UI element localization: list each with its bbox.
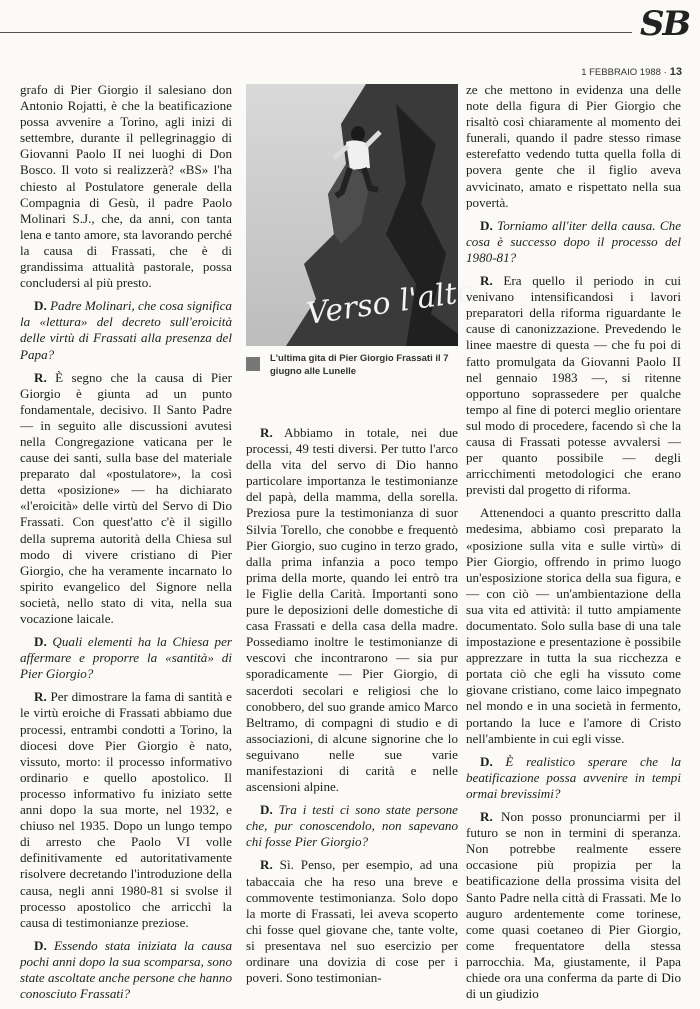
paragraph: Attenendoci a quanto prescritto dalla medesima, abbiamo così preparato la «posizione sulla vita e sulle virtù» di Pier Giorgio, offrendo in primo luogo un'esposizione storica della sua figura, e — con ciò — un'ambientazione della sua vita ed attività: il tutto ampiamente documentato. Solo sulla base di una tale impostazione e presentazione è possibile apprezzare in tutta la sua ricchezza e portata ciò che egli ha vissuto come giovane cristiano, come laico impegnato nel mondo e in una società in fermento, portando la luce e l'amore di Cristo nell'ambiente in cui egli visse. bbox=[466, 505, 681, 746]
answer bbox=[20, 370, 232, 628]
question bbox=[466, 754, 681, 802]
answer bbox=[466, 273, 681, 498]
answer bbox=[246, 425, 458, 795]
answer bbox=[246, 857, 458, 986]
answer-text: Era quello il periodo in cui venivano intensificandosi i lavori preparatori della riforma riguardante le cause di canonizzazione. Prevedendo le linee maestre di questa — che fu poi di fatto promulgata da Giovanni Paolo II nel gennaio 1983 —, si ritenne opportuno soprassedere per qualche tempo al fine di poterci meglio orientare sul modo di procedere, facendo sì che la causa di Frassati potesse avvalersi — per quanto possibile — degli arricchimenti metodologici che erano previsti dal progetto di riforma. bbox=[466, 273, 681, 498]
issue-date: 1 FEBBRAIO 1988 · bbox=[581, 67, 667, 78]
answer bbox=[20, 689, 232, 930]
magazine-logo: SB bbox=[640, 4, 690, 44]
question bbox=[466, 218, 681, 266]
question-text: Quali elementi ha la Chiesa per affermare e proporre la «santità» di Pier Giorgio? bbox=[20, 634, 232, 682]
page-number: 13 bbox=[669, 66, 682, 78]
answer-text: Sì. Penso, per esempio, ad una tabaccaia che ha reso una breve e commovente testimonianza. Solo dopo la morte di Frassati, lei aveva scoperto chi fosse quel giovane che, tante volte, si presentava nel suo esercizio per ordinare una dovizia di cose per i poveri. Sono testimonian- bbox=[246, 857, 458, 986]
answer-marker: R. bbox=[480, 809, 493, 825]
question-text: Tra i testi ci sono state persone che, pur conoscendolo, non sapevano chi fosse Pier Giorgio? bbox=[246, 802, 458, 850]
answer-text: Non posso pronunciarmi per il futuro se non in termini di speranza. Non potrebbe realmente essere occasione più propizia per la beatificazione della prossima visita del Santo Padre nella città di Frassati. Me lo auguro ardentemente come torinese, come quasi coetaneo di Pier Giorgio, come frequentatore della stessa parrocchia. Ma, giustamente, il Papa chiede ora una conferma da parte di Dio di un giudizio bbox=[466, 809, 681, 1002]
question bbox=[20, 634, 232, 682]
answer-text: Per dimostrare la fama di santità e le virtù eroiche di Frassati abbiamo due processi, entrambi condotti a Torino, la diocesi dove Pier Giorgio è nato, vissuto, morto: il processo informativo ordinario e quello apostolico. Il processo informativo fu iniziato sette anni dopo la sua morte, nel 1932, e chiuso nel 1935. Dopo un lungo tempo di arresto che Paolo VI volle definitivamente ed autoritativamente risolvere decretando l'introduzione della causa, negli anni 1980-81 si svolse il processo apostolico che arricchì la causa di testimonianze preziose. bbox=[20, 689, 232, 930]
question-marker: D. bbox=[260, 802, 273, 818]
question-marker: D. bbox=[34, 937, 47, 953]
question bbox=[20, 298, 232, 362]
question bbox=[20, 938, 232, 1002]
text-column-1 bbox=[20, 82, 232, 1009]
caption-text: L'ultima gita di Pier Giorgio Frassati il 7 giugno alle Lunelle bbox=[270, 353, 449, 377]
answer-marker: R. bbox=[34, 689, 47, 705]
page-folio bbox=[581, 66, 682, 78]
question-marker: D. bbox=[34, 634, 47, 650]
answer-text: Abbiamo in totale, nei due processi, 49 testi diversi. Per tutto l'arco della vita del servo di Dio hanno particolare importanza le testimonianze del papà, della mamma, della sorella. Preziosa pure la testimonianza di suor Silvia Torello, che conobbe e frequentò Pier Giorgio, suo cugino in terzo grado, dalla prima infanzia a poco tempo prima della morte, quando lei entrò tra le Figlie della Carità. Importanti sono pure le deposizioni delle domestiche di casa Frassati e della casa della madre. Possediamo inoltre le testimonianze di vescovi che incontrarono — sia pur sporadicamente — Pier Giorgio, di sacerdoti secolari e religiosi che lo conobbero, del suo grande amico Marco Beltramo, di compagni di studio e di associazioni, di alcune signorine che lo seguivano nelle sue varie manifestazioni di carità e nelle ascensioni alpine. bbox=[246, 425, 458, 795]
answer-text: È segno che la causa di Pier Giorgio è giunta ad un punto fondamentale, decisivo. Il Santo Padre — in seguito alle discussioni avutesi nella Congregazione vaticana per le cause dei santi, sulla base del materiale preparato dal «postulatore», la così detta «posizione» — ha dichiarato «l'eroicità» delle virtù del Servo di Dio Frassati. Con quest'atto c'è il sigillo della suprema autorità della Chiesa sul modo di vivere cristiano di Pier Giorgio, che ha veramente incarnato lo spirito evangelico del Signore nella società, nello stato di vita, nella sua vocazione laicale. bbox=[20, 369, 232, 626]
question-text: Torniamo all'iter della causa. Che cosa è successo dopo il processo del 1980-81? bbox=[466, 217, 682, 265]
climbing-photo bbox=[246, 84, 477, 346]
question-marker: D. bbox=[480, 217, 493, 233]
caption-marker bbox=[246, 357, 260, 371]
answer bbox=[466, 809, 681, 1002]
answer-marker: R. bbox=[260, 857, 273, 873]
question-marker: D. bbox=[480, 753, 493, 769]
answer-marker: R. bbox=[34, 369, 47, 385]
text-column-2 bbox=[246, 425, 458, 993]
text-column-3 bbox=[466, 82, 681, 1009]
question-text: Essendo stata iniziata la causa pochi anni dopo la sua scomparsa, sono state ascoltate anche persone che hanno conosciuto Frassati? bbox=[20, 937, 232, 1002]
question-text: Padre Molinari, che cosa significa la «lettura» del decreto sull'eroicità delle virtù di Frassati alla presenza del Papa? bbox=[20, 298, 232, 362]
paragraph: grafo di Pier Giorgio il salesiano don Antonio Rojatti, è che la beatificazione possa avvenire a Torino, agli inizi di settembre, durante il pellegrinaggio di Giovanni Paolo II nei luoghi di Don Bosco. Il voto si realizzerà? «BS» l'ha chiesto al Postulatore generale della Compagnia di Gesù, il padre Paolo Molinari S.J., che, da anni, con tanta lena e tanto amore, sta lavorando perché la causa di Frassati, che è di grandissima attualità pastorale, possa concludersi al più presto. bbox=[20, 82, 232, 291]
photo-caption bbox=[246, 352, 458, 382]
question-text: È realistico sperare che la beatificazione possa avvenire in tempi ormai brevissimi? bbox=[466, 753, 681, 801]
question bbox=[246, 802, 458, 850]
question-marker: D. bbox=[34, 298, 47, 314]
handwritten-inscription: Verso l'alto bbox=[304, 273, 477, 332]
climbing-photo-image bbox=[246, 84, 477, 346]
answer-marker: R. bbox=[480, 273, 493, 289]
answer-marker: R. bbox=[260, 425, 273, 440]
header-rule bbox=[0, 32, 632, 33]
paragraph: ze che mettono in evidenza una delle note della figura di Pier Giorgio che risaltò così chiaramente al momento dei funerali, quando il padre stesso rimase esterefatto vedendo tutta quella folla di povera gente che il figlio aveva avvicinato, amato e rispettato nella sua povertà. bbox=[466, 82, 681, 210]
